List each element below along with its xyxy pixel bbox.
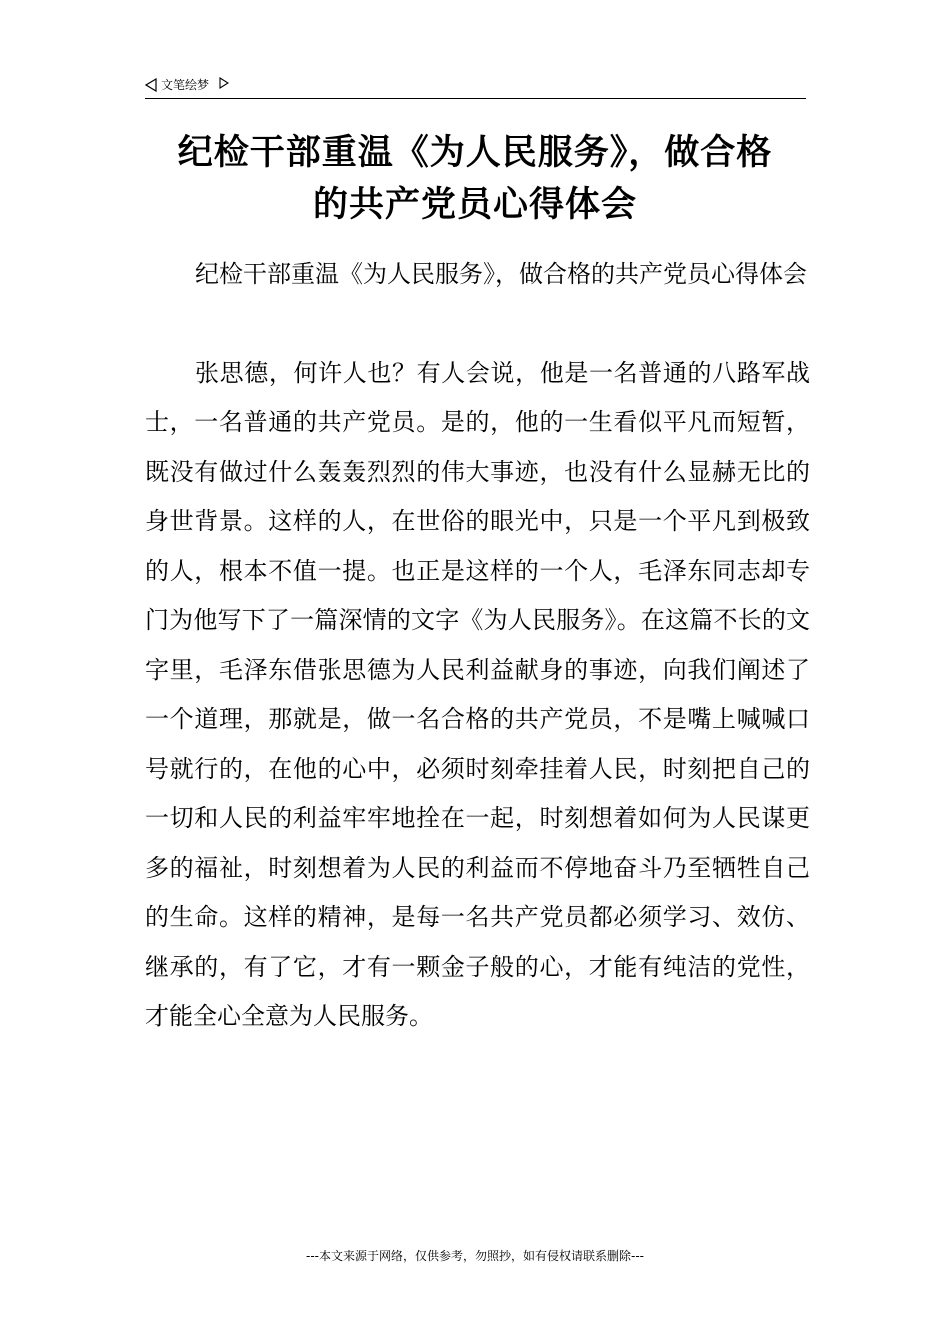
title-line-2: 的共产党员心得体会 (312, 185, 637, 225)
lead-paragraph: 纪检干部重温《为人民服务》，做合格的共产党员心得体会 (195, 260, 807, 288)
document-title (120, 127, 830, 231)
triangle-right-icon (219, 77, 229, 89)
document-body (145, 250, 810, 1042)
header-brand-row (145, 77, 229, 93)
header-brand: 文笔绘梦 (161, 78, 210, 92)
page-header (145, 74, 806, 99)
footer-disclaimer: ---本文来源于网络，仅供参考，勿照抄，如有侵权请联系删除--- (306, 1249, 644, 1263)
title-line-1: 纪检干部重温《为人民服务》，做合格 (177, 133, 773, 173)
triangle-left-icon (145, 78, 157, 92)
body-paragraph: 张思德，何许人也？有人会说，他是一名普通的八路军战士，一名普通的共产党员。是的，他的一生看似平凡而短暂，既没有做过什么轰轰烈烈的伟大事迹，也没有什么显赫无比的身世背景。这样的人，在世俗的眼光中，只是一个平凡到极致的人，根本不值一提。也正是这样的一个人，毛泽东同志却专门为他写下了一篇深情的文字《为人民服务》。在这篇不长的文字里，毛泽东借张思德为人民利益献身的事迹，向我们阐述了一个道理，那就是，做一名合格的共产党员，不是嘴上喊喊口号就行的，在他的心中，必须时刻牵挂着人民，时刻把自己的一切和人民的利益牢牢地拴在一起，时刻想着如何为人民谋更多的福祉，时刻想着为人民的利益而不停地奋斗乃至牺牲自己的生命。这样的精神，是每一名共产党员都必须学习、效仿、继承的，有了它，才有一颗金子般的心，才能有纯洁的党性，才能全心全意为人民服务。 (145, 358, 810, 1030)
